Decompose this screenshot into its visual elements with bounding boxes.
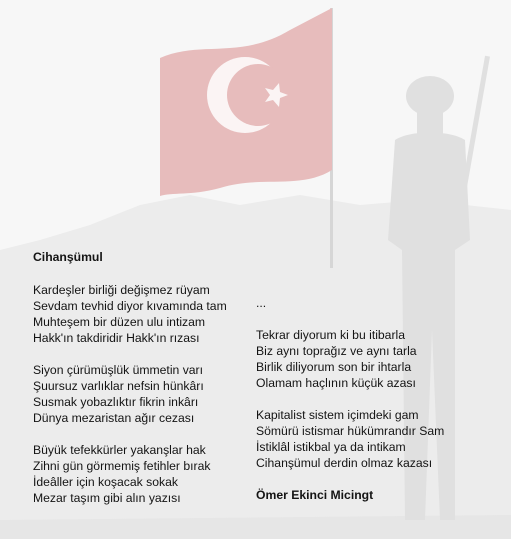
poem-line: Biz aynı toprağız ve aynı tarla (256, 344, 417, 358)
poem-line: Susmak yobazlıktır fikrin inkârı (33, 395, 199, 409)
poem-title: Cihanşümul (33, 250, 103, 264)
poem-line: Tekrar diyorum ki bu itibarla (256, 328, 406, 342)
poem-line: Olamam haçlının küçük azası (256, 376, 416, 390)
poem-line: Birlik diliyorum son bir ihtarla (256, 360, 412, 374)
poem-line: Sömürü istismar hükümrandır Sam (256, 424, 445, 438)
poem-line: Sevdam tevhid diyor kıvamında tam (33, 299, 227, 313)
poem-line: Kapitalist sistem içimdeki gam (256, 408, 419, 422)
poem-line: Cihanşümul derdin olmaz kazası (256, 456, 433, 470)
poem-line: Mezar taşım gibi alın yazısı (33, 491, 181, 505)
poem-line: İstiklâl istikbal ya da intikam (256, 440, 406, 454)
poem-line: Dünya mezaristan ağır cezası (33, 411, 195, 425)
poem-line: Zihni gün görmemiş fetihler bırak (33, 459, 211, 473)
poem-line: Siyon çürümüşlük ümmetin varı (33, 363, 204, 377)
poem-line: İdeâller için koşacak sokak (33, 475, 178, 489)
poem-left-column (33, 282, 227, 506)
poem-line: Hakk'ın takdiridir Hakk'ın rızası (33, 331, 200, 345)
poem-right-column (256, 295, 444, 503)
poem-line: Muhteşem bir düzen ulu intizam (33, 315, 206, 329)
poem-author: Ömer Ekinci Micingt (256, 488, 374, 502)
poem-line: Şuursuz varlıklar nefsin hünkârı (33, 379, 204, 393)
poem-ellipsis: ... (256, 296, 267, 310)
poem-line: Büyük tefekkürler yakanşlar hak (33, 443, 206, 457)
poem-line: Kardeşler birliği değişmez rüyam (33, 283, 210, 297)
